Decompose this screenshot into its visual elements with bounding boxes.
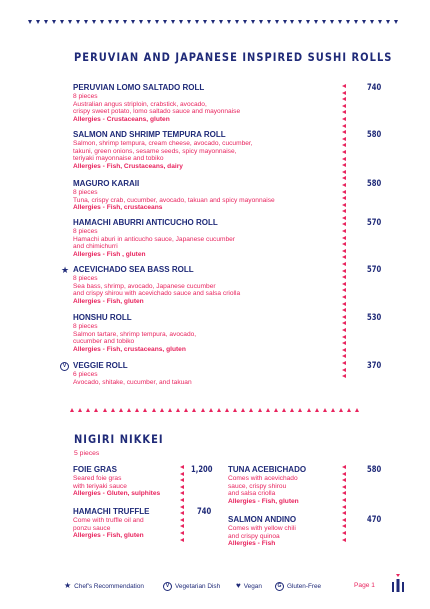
- arrow-ornament: [180, 491, 184, 495]
- item-price: 370: [367, 361, 382, 371]
- arrow-ornament: [342, 295, 346, 299]
- arrow-ornament: [342, 341, 346, 345]
- triangle-ornament: [370, 20, 374, 24]
- arrow-ornament: [342, 84, 346, 88]
- item-name: TUNA ACEBICHADO: [228, 465, 307, 474]
- legend-chef: [64, 582, 144, 590]
- item-name: SALMON ANDINO: [228, 515, 297, 524]
- arrow-ornament: [342, 209, 346, 213]
- item-description: and salsa criolla: [228, 490, 276, 498]
- arrow-divider: [342, 84, 347, 381]
- triangle-ornament: [346, 20, 350, 24]
- circle-v-icon: V: [60, 362, 69, 371]
- triangle-ornament: [259, 20, 263, 24]
- item-allergy: Allergies - Gluten, sulphites: [73, 490, 161, 498]
- arrow-ornament: [342, 157, 346, 161]
- item-description: cucumber and tobiko: [73, 338, 135, 346]
- arrow-ornament: [342, 222, 346, 226]
- item-description: 8 pieces: [73, 323, 98, 330]
- triangle-ornament: [139, 20, 143, 24]
- triangle-ornament: [314, 20, 318, 24]
- arrow-ornament: [342, 374, 346, 378]
- triangle-ornament: [179, 20, 183, 24]
- triangle-ornament: [127, 408, 131, 412]
- legend-vegetarian-label: Vegetarian Dish: [175, 583, 221, 590]
- item-name: FOIE GRAS: [73, 465, 118, 474]
- legend-vegetarian: [163, 582, 220, 591]
- star-icon: ★: [61, 265, 70, 275]
- triangle-ornament: [233, 408, 237, 412]
- arrow-ornament: [342, 531, 346, 535]
- triangle-ornament: [155, 20, 159, 24]
- triangle-ornament: [209, 408, 213, 412]
- page-number: Page 1: [354, 582, 375, 589]
- triangle-ornament: [119, 408, 123, 412]
- item-description: teriyaki mayonnaise and tobiko: [73, 155, 164, 163]
- triangle-ornament: [243, 20, 247, 24]
- triangle-ornament: [52, 20, 56, 24]
- item-price: 570: [367, 265, 382, 275]
- triangle-ornament: [76, 20, 80, 24]
- item-description: Salmon, shrimp tempura, cream cheese, avocado, cucumber,: [73, 140, 253, 147]
- arrow-ornament: [342, 255, 346, 259]
- triangle-ornament: [219, 20, 223, 24]
- menu-item-maguro-karaii: [73, 179, 341, 212]
- arrow-ornament: [180, 465, 184, 469]
- legend-vegan-label: Vegan: [243, 582, 262, 590]
- triangle-ornament: [266, 408, 270, 412]
- item-description: Seared foie gras: [73, 475, 122, 482]
- arrow-ornament: [342, 229, 346, 233]
- triangle-ornament: [290, 408, 294, 412]
- nigiri-item-foie-gras: [73, 465, 183, 498]
- arrow-ornament: [342, 183, 346, 187]
- sushi-section-title: PERUVIAN AND JAPANESE INSPIRED SUSHI ROLLS: [74, 50, 393, 64]
- top-triangle-border: [28, 20, 398, 24]
- arrow-ornament: [342, 321, 346, 325]
- triangle-ornament: [225, 408, 229, 412]
- menu-item-hamachi-aburri: [73, 218, 341, 259]
- triangle-ornament: [203, 20, 207, 24]
- arrow-ornament: [180, 538, 184, 542]
- arrow-divider: [342, 465, 347, 544]
- triangle-ornament: [307, 408, 311, 412]
- triangle-ornament: [306, 20, 310, 24]
- arrow-ornament: [342, 137, 346, 141]
- triangle-ornament: [274, 408, 278, 412]
- star-icon: ★: [64, 581, 72, 590]
- arrow-ornament: [342, 130, 346, 134]
- triangle-ornament: [394, 20, 398, 24]
- arrow-ornament: [342, 302, 346, 306]
- item-name: HAMACHI ABURRI ANTICUCHO ROLL: [73, 218, 218, 227]
- arrow-ornament: [342, 308, 346, 312]
- triangle-ornament: [36, 20, 40, 24]
- triangle-ornament: [108, 20, 112, 24]
- triangle-ornament: [362, 20, 366, 24]
- arrow-ornament: [342, 491, 346, 495]
- arrow-ornament: [342, 348, 346, 352]
- item-name: ACEVICHADO SEA BASS ROLL: [73, 265, 194, 274]
- triangle-ornament: [160, 408, 164, 412]
- arrow-ornament: [342, 315, 346, 319]
- item-description: Avocado, shitake, cucumber, and takuan: [73, 378, 192, 386]
- item-allergy: Allergies - Crustaceans, gluten: [73, 115, 170, 123]
- item-description: and crispy shirou with acevichado sauce and salsa criolla: [73, 290, 241, 298]
- item-name: PERUVIAN LOMO SALTADO ROLL: [73, 83, 205, 92]
- triangle-ornament: [100, 20, 104, 24]
- item-description: Tuna, crispy crab, cucumber, avocado, takuan and spicy mayonnaise: [73, 196, 275, 204]
- arrow-ornament: [342, 328, 346, 332]
- arrow-ornament: [342, 190, 346, 194]
- triangle-ornament: [60, 20, 64, 24]
- item-description: ponzu sauce: [73, 524, 111, 532]
- triangle-ornament: [298, 20, 302, 24]
- item-price: 740: [197, 507, 212, 517]
- nigiri-item-hamachi-truffle: [73, 507, 183, 540]
- arrow-ornament: [180, 518, 184, 522]
- arrow-ornament: [180, 511, 184, 515]
- triangle-ornament: [386, 20, 390, 24]
- arrow-ornament: [342, 117, 346, 121]
- item-description: Comes with acevichado: [228, 475, 298, 482]
- triangle-ornament: [86, 408, 90, 412]
- arrow-ornament: [342, 216, 346, 220]
- triangle-ornament: [347, 408, 351, 412]
- triangle-ornament: [354, 20, 358, 24]
- triangle-ornament: [338, 20, 342, 24]
- arrow-ornament: [342, 110, 346, 114]
- arrow-ornament: [342, 196, 346, 200]
- menu-item-salmon-shrimp-tempura: [73, 130, 341, 171]
- item-price: 580: [367, 130, 382, 140]
- item-name: MAGURO KARAII: [73, 179, 140, 188]
- triangle-ornament: [258, 408, 262, 412]
- item-description: 8 pieces: [73, 189, 98, 196]
- arrow-ornament: [180, 524, 184, 528]
- legend-chef-label: Chef's Recommendation: [74, 582, 144, 590]
- triangle-ornament: [103, 408, 107, 412]
- triangle-ornament: [283, 20, 287, 24]
- triangle-ornament: [315, 408, 319, 412]
- triangle-ornament: [249, 408, 253, 412]
- arrow-ornament: [342, 143, 346, 147]
- item-allergy: Allergies - Fish, crustaceans: [73, 204, 163, 212]
- nigiri-item-tuna-acebichado: [228, 465, 338, 506]
- legend-gluten-free: [275, 582, 321, 591]
- item-description: 6 pieces: [73, 371, 98, 378]
- triangle-ornament: [115, 20, 119, 24]
- arrow-ornament: [342, 124, 346, 128]
- item-name: SALMON AND SHRIMP TEMPURA ROLL: [73, 130, 226, 139]
- item-price: 470: [367, 515, 382, 525]
- arrow-ornament: [180, 505, 184, 509]
- triangle-ornament: [94, 408, 98, 412]
- triangle-ornament: [267, 20, 271, 24]
- arrow-ornament: [342, 498, 346, 502]
- arrow-ornament: [342, 91, 346, 95]
- arrow-divider: [180, 465, 185, 544]
- heart-icon: ♥: [236, 581, 241, 590]
- menu-item-acevichado-sea-bass: [61, 265, 341, 306]
- triangle-ornament: [282, 408, 286, 412]
- arrow-ornament: [342, 524, 346, 528]
- triangle-ornament: [44, 20, 48, 24]
- item-name: HONSHU ROLL: [73, 313, 132, 322]
- triangle-ornament: [168, 408, 172, 412]
- arrow-ornament: [342, 354, 346, 358]
- triangle-ornament: [330, 20, 334, 24]
- arrow-ornament: [342, 335, 346, 339]
- triangle-ornament: [323, 408, 327, 412]
- nigiri-subtitle: 5 pieces: [74, 450, 100, 457]
- triangle-ornament: [195, 20, 199, 24]
- triangle-ornament: [227, 20, 231, 24]
- item-description: 8 pieces: [73, 228, 98, 235]
- triangle-ornament: [298, 408, 302, 412]
- arrow-ornament: [342, 170, 346, 174]
- arrow-ornament: [342, 262, 346, 266]
- arrow-ornament: [342, 361, 346, 365]
- arrow-ornament: [342, 249, 346, 253]
- arrow-ornament: [342, 478, 346, 482]
- item-description: and crispy quinoa: [228, 532, 280, 540]
- legend-gluten-free-label: Gluten-Free: [287, 583, 322, 590]
- nigiri-section-title: NIGIRI NIKKEI: [74, 432, 164, 446]
- arrow-ornament: [342, 97, 346, 101]
- item-description: and chimichurri: [73, 243, 118, 251]
- triangle-ornament: [211, 20, 215, 24]
- triangle-ornament: [251, 20, 255, 24]
- arrow-ornament: [342, 236, 346, 240]
- arrow-ornament: [180, 531, 184, 535]
- arrow-ornament: [342, 176, 346, 180]
- triangle-ornament: [184, 408, 188, 412]
- item-allergy: Allergies - Fish, gluten: [228, 497, 299, 505]
- arrow-ornament: [342, 242, 346, 246]
- triangle-ornament: [201, 408, 205, 412]
- triangle-ornament: [152, 408, 156, 412]
- triangle-ornament: [322, 20, 326, 24]
- item-price: 580: [367, 465, 382, 475]
- pink-triangle-divider: [70, 408, 360, 412]
- triangle-ornament: [171, 20, 175, 24]
- triangle-ornament: [331, 408, 335, 412]
- restaurant-logo-icon: [391, 574, 405, 592]
- triangle-ornament: [339, 408, 343, 412]
- arrow-ornament: [342, 485, 346, 489]
- arrow-ornament: [342, 511, 346, 515]
- arrow-ornament: [342, 505, 346, 509]
- arrow-ornament: [342, 538, 346, 542]
- arrow-ornament: [342, 275, 346, 279]
- arrow-ornament: [180, 485, 184, 489]
- item-allergy: Allergies - Fish, crustaceans, gluten: [73, 345, 186, 353]
- triangle-ornament: [378, 20, 382, 24]
- triangle-ornament: [176, 408, 180, 412]
- item-allergy: Allergies - Fish: [228, 540, 276, 548]
- arrow-ornament: [342, 518, 346, 522]
- triangle-ornament: [135, 408, 139, 412]
- item-allergy: Allergies - Fish, Crustaceans, dairy: [73, 162, 183, 170]
- triangle-ornament: [111, 408, 115, 412]
- item-allergy: Allergies - Fish , gluten: [73, 250, 146, 258]
- triangle-ornament: [192, 408, 196, 412]
- triangle-ornament: [290, 20, 294, 24]
- menu-item-veggie-roll: [62, 361, 341, 386]
- arrow-ornament: [180, 498, 184, 502]
- arrow-ornament: [342, 472, 346, 476]
- circle-v-icon: V: [163, 582, 172, 591]
- triangle-ornament: [123, 20, 127, 24]
- item-price: 740: [367, 83, 382, 93]
- triangle-ornament: [355, 408, 359, 412]
- item-description: Salmon tartare, shrimp tempura, avocado,: [73, 330, 197, 338]
- triangle-ornament: [28, 20, 32, 24]
- item-description: 8 pieces: [73, 275, 98, 282]
- triangle-ornament: [235, 20, 239, 24]
- arrow-ornament: [342, 368, 346, 372]
- item-description: crispy sweet potato, lomo saltado sauce and mayonnaise: [73, 108, 241, 116]
- menu-item-lomo-saltado: [73, 83, 341, 124]
- arrow-ornament: [342, 465, 346, 469]
- item-name: VEGGIE ROLL: [73, 361, 128, 370]
- triangle-ornament: [68, 20, 72, 24]
- item-description: sauce, crispy shirou: [228, 482, 287, 490]
- item-allergy: Allergies - Fish, gluten: [73, 297, 144, 305]
- triangle-ornament: [78, 408, 82, 412]
- triangle-ornament: [217, 408, 221, 412]
- triangle-ornament: [131, 20, 135, 24]
- item-price: 1,200: [191, 465, 213, 475]
- triangle-ornament: [70, 408, 74, 412]
- item-name: HAMACHI TRUFFLE: [73, 507, 150, 516]
- arrow-ornament: [342, 163, 346, 167]
- item-description: Australian angus striploin, crabstick, avocado,: [73, 100, 207, 108]
- triangle-ornament: [241, 408, 245, 412]
- arrow-ornament: [342, 288, 346, 292]
- item-price: 570: [367, 218, 382, 228]
- triangle-ornament: [92, 20, 96, 24]
- item-price: 530: [367, 313, 382, 323]
- arrow-ornament: [342, 269, 346, 273]
- item-description: Comes with yellow chili: [228, 525, 296, 532]
- triangle-ornament: [143, 408, 147, 412]
- circle-g-icon: G: [275, 582, 284, 591]
- triangle-ornament: [163, 20, 167, 24]
- triangle-ornament: [187, 20, 191, 24]
- item-description: takuni, green onions, sesame seeds, spicy mayonnaise,: [73, 147, 237, 155]
- item-description: Come with truffle oil and: [73, 517, 144, 524]
- item-price: 580: [367, 179, 382, 189]
- menu-item-honshu: [73, 313, 341, 354]
- triangle-ornament: [275, 20, 279, 24]
- legend-vegan: [236, 582, 262, 590]
- arrow-ornament: [342, 104, 346, 108]
- item-description: Hamachi aburi in anticucho sauce, Japanese cucumber: [73, 235, 236, 243]
- nigiri-item-salmon-andino: [228, 515, 338, 548]
- arrow-ornament: [342, 150, 346, 154]
- item-description: Sea bass, shrimp, avocado, Japanese cucumber: [73, 282, 216, 290]
- item-allergy: Allergies - Fish, gluten: [73, 532, 144, 540]
- item-description: 8 pieces: [73, 93, 98, 100]
- triangle-ornament: [147, 20, 151, 24]
- triangle-ornament: [84, 20, 88, 24]
- arrow-ornament: [342, 203, 346, 207]
- item-description: with teriyaki sauce: [73, 482, 127, 490]
- arrow-ornament: [180, 478, 184, 482]
- arrow-ornament: [180, 472, 184, 476]
- arrow-ornament: [342, 282, 346, 286]
